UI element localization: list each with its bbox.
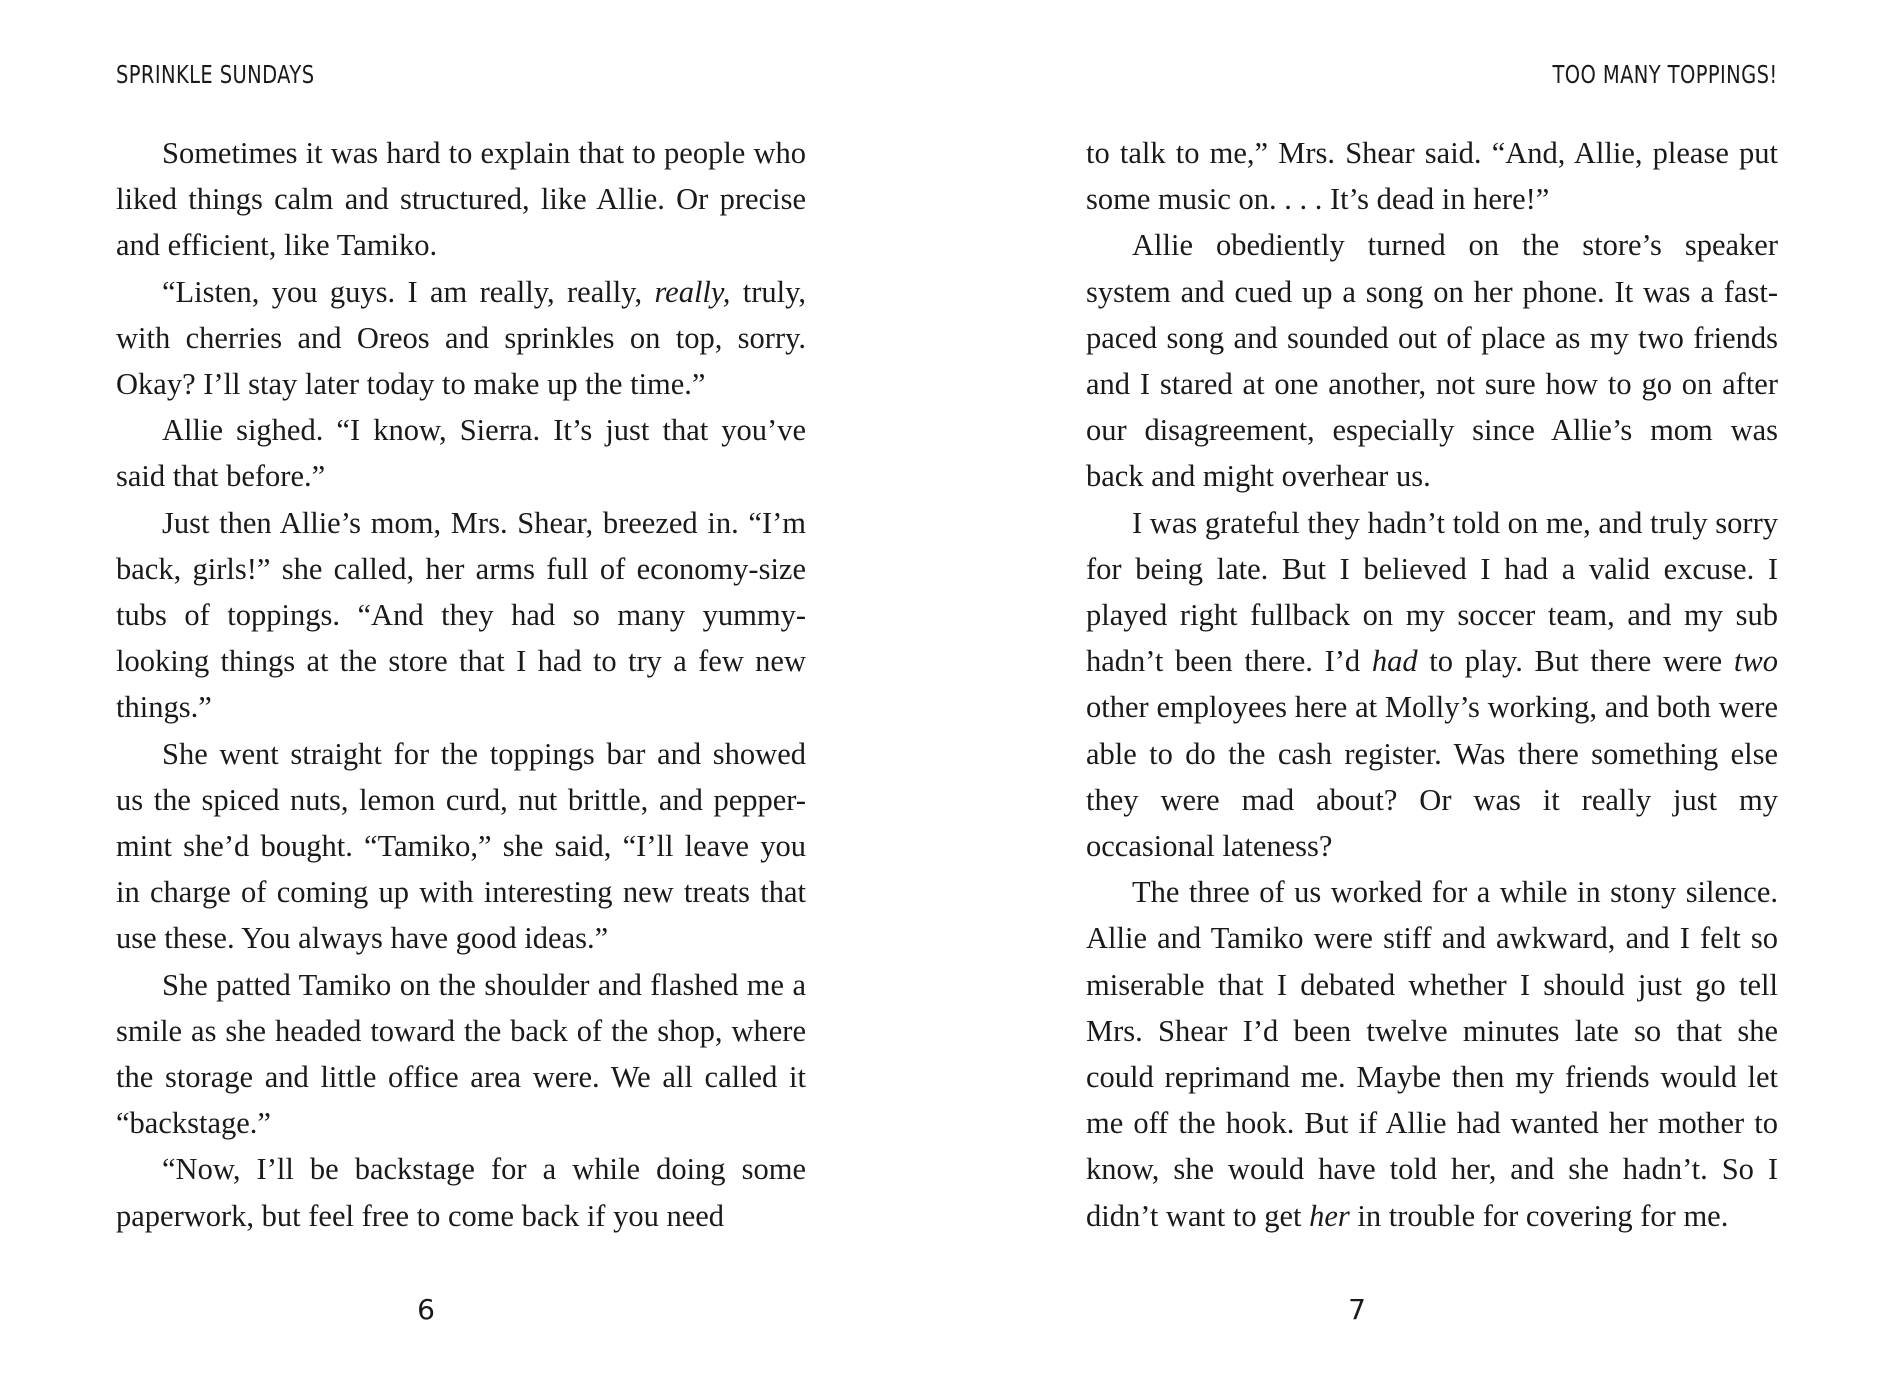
italic-run: had: [1371, 644, 1418, 679]
paragraph: [116, 962, 806, 1147]
text-run: Allie obediently turned on the store’s speaker system and cued up a song on her phone. It was a fast-paced song and sounded out of place as my two friends and I stared at one another, not sure how to go on after our disagreement, especially since Allie’s mom was back and might overhear us.: [1086, 228, 1778, 494]
left-body-text: [116, 130, 806, 1239]
text-run: The three of us worked for a while in stony silence. Allie and Tamiko were stiff and awkward, and I felt so miserable that I debated whether I should just go tell Mrs. Shear I’d been twelve minutes late so that she could reprimand me. Maybe then my friends would let me off the hook. But if Allie had wanted her mother to know, she would have told her, and she hadn’t. So I didn’t want to get: [1086, 875, 1778, 1233]
text-run: in trouble for covering for me.: [1349, 1198, 1729, 1233]
text-run: “Now, I’ll be backstage for a while doing some paperwork, but feel free to come back if you need: [116, 1152, 806, 1233]
paragraph: [116, 731, 806, 962]
right-page: [1086, 0, 1778, 1400]
paragraph: [1086, 500, 1778, 870]
text-run: Allie sighed. “I know, Sierra. It’s just that you’ve said that before.”: [116, 413, 806, 494]
text-run: Just then Allie’s mom, Mrs. Shear, breezed in. “I’m back, girls!” she called, her arms full of economy-size tubs of toppings. “And they had so many yummy-looking things at the store that I had to try a few new things.”: [116, 505, 806, 725]
italic-run: really,: [654, 274, 731, 309]
paragraph: [116, 407, 806, 499]
italic-run: two: [1733, 644, 1778, 679]
text-run: Sometimes it was hard to explain that to people who liked things calm and structured, like Allie. Or precise and efficient, like Tamiko.: [116, 136, 806, 263]
text-run: I was grateful they hadn’t told on me, and truly sorry for being late. But I believed I had a valid excuse. I played right fullback on my soccer team, and my sub hadn’t been there. I’d: [1086, 505, 1778, 679]
running-head-left: SPRINKLE SUNDAYS: [116, 60, 315, 89]
paragraph: [116, 269, 806, 408]
text-run: to play. But there were: [1417, 644, 1734, 679]
text-run: “Listen, you guys. I am really, really,: [162, 274, 655, 309]
paragraph: [1086, 869, 1778, 1239]
text-run: She patted Tamiko on the shoulder and flashed me a smile as she headed toward the back of the shop, where the storage and little office area were. We all called it “backstage.”: [116, 967, 806, 1141]
page-number-right: 7: [1348, 1293, 1366, 1326]
paragraph: [1086, 222, 1778, 499]
text-run: truly, with cherries and Oreos and sprinkles on top, sorry. Okay? I’ll stay later today to make up the time.”: [116, 274, 806, 402]
page-number-left: 6: [417, 1293, 435, 1326]
running-head-right: TOO MANY TOPPINGS!: [1552, 60, 1778, 89]
text-run: She went straight for the toppings bar and showed us the spiced nuts, lemon curd, nut brittle, and pepper-mint she’d bought. “Tamiko,” she said, “I’ll leave you in charge of coming up with interesting new treats that use these. You always have good ideas.”: [116, 736, 806, 956]
paragraph: [116, 130, 806, 269]
left-page: [116, 0, 806, 1400]
italic-run: her: [1309, 1198, 1350, 1233]
text-run: to talk to me,” Mrs. Shear said. “And, Allie, please put some music on. . . . It’s dead in here!”: [1086, 136, 1778, 217]
paragraph: [116, 500, 806, 731]
paragraph: [116, 1146, 806, 1238]
right-body-text: [1086, 130, 1778, 1239]
paragraph-continuation: [1086, 130, 1778, 222]
text-run: other employees here at Molly’s working, and both were able to do the cash register. Was there something else they were mad about? Or was it really just my occasional lateness?: [1086, 690, 1778, 864]
